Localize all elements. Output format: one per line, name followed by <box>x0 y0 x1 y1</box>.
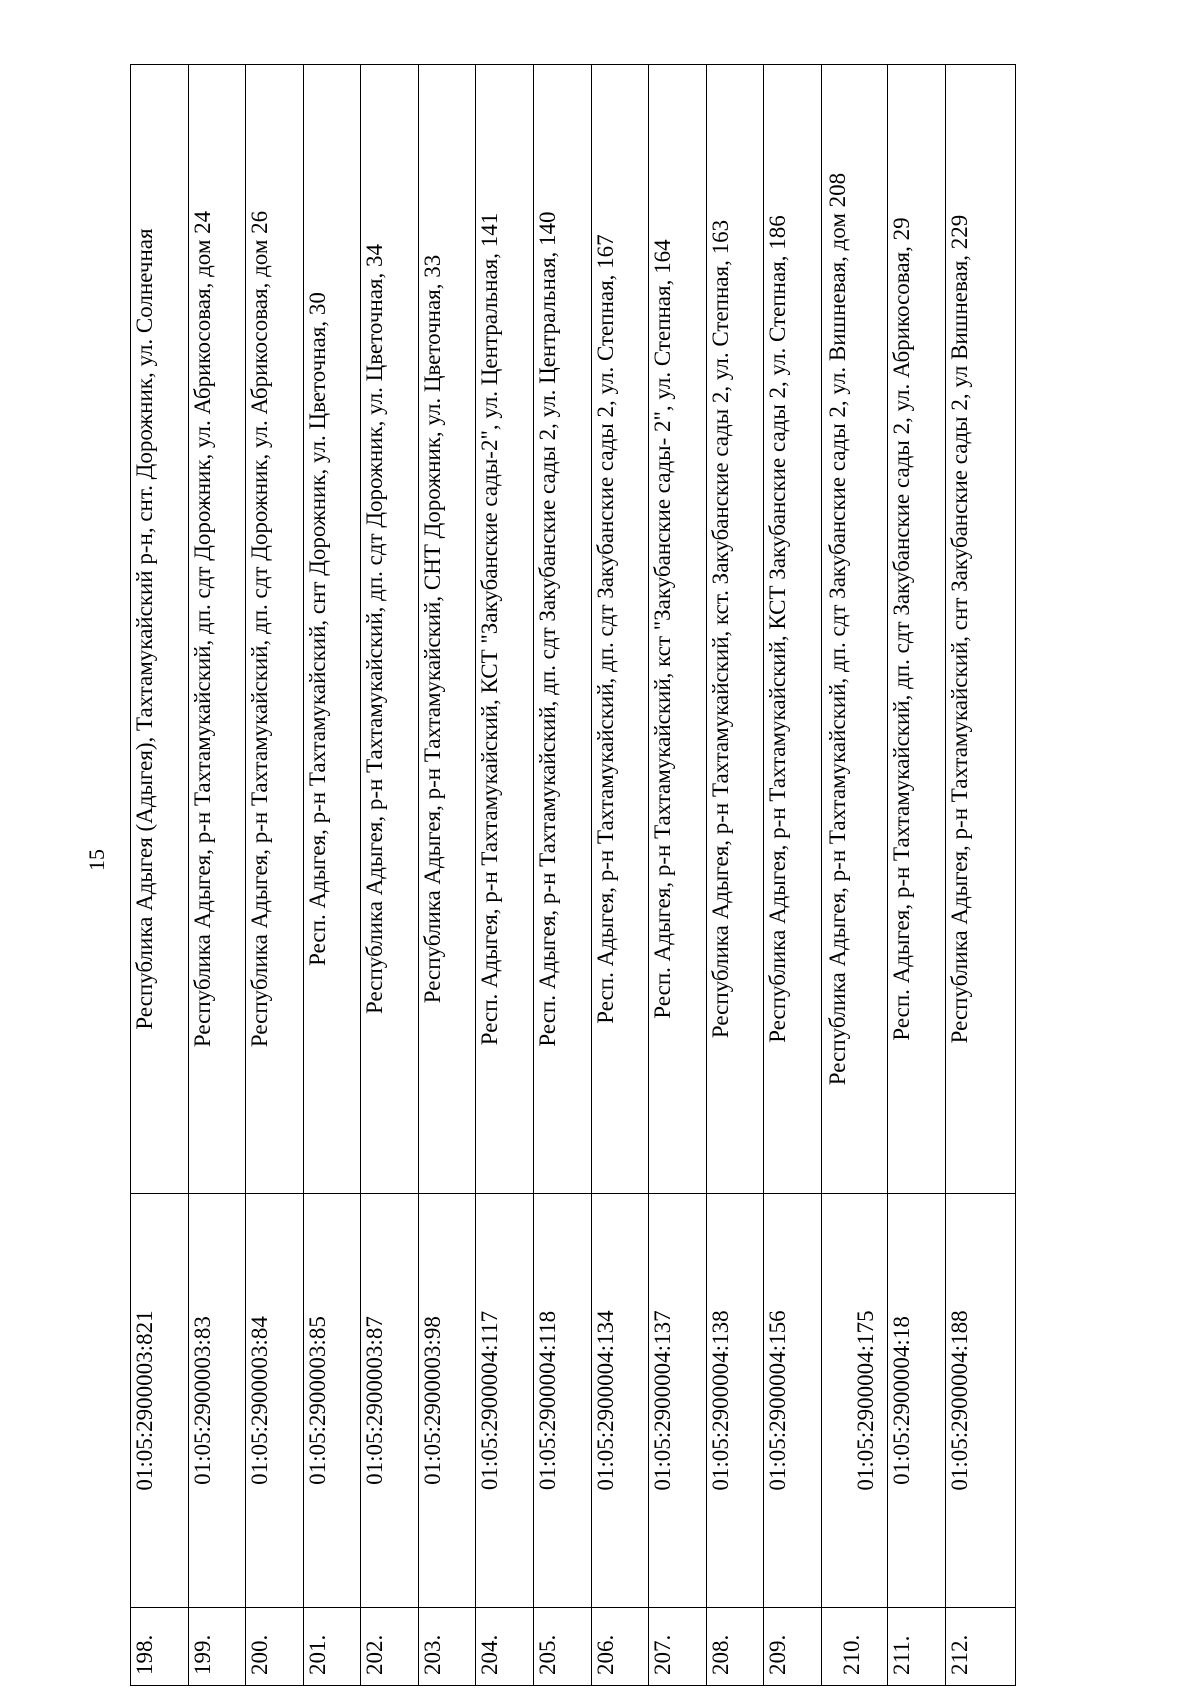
table-row <box>706 65 764 1686</box>
row-number: 204. <box>476 1608 534 1686</box>
cadastral-number: 01:05:2900004:134 <box>591 1194 649 1608</box>
address: Республика Адыгея, р-н Тахтамукайский, дп. сдт Дорожник, ул. Цветочная, 34 <box>361 65 419 1194</box>
row-number: 198. <box>131 1608 189 1686</box>
row-number: 211. <box>888 1608 946 1686</box>
table-row <box>945 65 1015 1686</box>
address: Республика Адыгея, р-н Тахтамукайский, снт Закубанские сады 2, ул Вишневая, 229 <box>945 65 1015 1194</box>
cadastral-number: 01:05:2900003:821 <box>131 1194 189 1608</box>
row-number: 210. <box>821 1608 887 1686</box>
row-number: 207. <box>649 1608 707 1686</box>
address: Республика Адыгея, р-н Тахтамукайский, дп. сдт Закубанские сады 2, ул. Вишневая, дом 208 <box>821 65 887 1194</box>
row-number: 208. <box>706 1608 764 1686</box>
address: Республика Адыгея, р-н Тахтамукайский, кст. Закубанские сады 2, ул. Степная, 163 <box>706 65 764 1194</box>
table-row <box>888 65 946 1686</box>
table-row <box>764 65 822 1686</box>
cadastral-number: 01:05:2900004:156 <box>764 1194 822 1608</box>
address: Респ. Адыгея, р-н Тахтамукайский, снт Дорожник, ул. Цветочная, 30 <box>303 65 361 1194</box>
cadastral-number: 01:05:2900004:138 <box>706 1194 764 1608</box>
row-number: 209. <box>764 1608 822 1686</box>
table-row <box>131 65 189 1686</box>
address: Республика Адыгея, р-н Тахтамукайский, дп. сдт Дорожник, ул. Абрикосовая, дом 24 <box>188 65 246 1194</box>
address: Республика Адыгея, р-н Тахтамукайский, КСТ Закубанские сады 2, ул. Степная, 186 <box>764 65 822 1194</box>
cadastral-number: 01:05:2900003:83 <box>188 1194 246 1608</box>
land-plot-table <box>130 64 1016 1686</box>
document-table-wrapper <box>130 65 1016 1686</box>
row-number: 202. <box>361 1608 419 1686</box>
table-row <box>476 65 534 1686</box>
table-row <box>188 65 246 1686</box>
address: Респ. Адыгея, р-н Тахтамукайский, дп. сдт Закубанские сады 2, ул. Абрикосовая, 29 <box>888 65 946 1194</box>
address: Респ. Адыгея, р-н Тахтамукайский, КСТ "Закубанские сады-2", ул. Центральная, 141 <box>476 65 534 1194</box>
cadastral-number: 01:05:2900003:85 <box>303 1194 361 1608</box>
cadastral-number: 01:05:2900003:98 <box>418 1194 476 1608</box>
table-row <box>821 65 887 1686</box>
cadastral-number: 01:05:2900004:188 <box>945 1194 1015 1608</box>
table-row <box>649 65 707 1686</box>
table-row <box>303 65 361 1686</box>
row-number: 212. <box>945 1608 1015 1686</box>
table-row <box>591 65 649 1686</box>
row-number: 203. <box>418 1608 476 1686</box>
address: Респ. Адыгея, р-н Тахтамукайский, дп. сдт Закубанские сады 2, ул. Степная, 167 <box>591 65 649 1194</box>
table-row <box>361 65 419 1686</box>
rotated-table-container <box>130 65 1016 1686</box>
row-number: 200. <box>246 1608 304 1686</box>
cadastral-number: 01:05:2900003:87 <box>361 1194 419 1608</box>
row-number: 206. <box>591 1608 649 1686</box>
address: Респ. Адыгея, р-н Тахтамукайский, дп. сдт Закубанские сады 2, ул. Центральная, 140 <box>534 65 592 1194</box>
page-number-text: 15 <box>84 849 109 871</box>
cadastral-number: 01:05:2900003:84 <box>246 1194 304 1608</box>
row-number: 205. <box>534 1608 592 1686</box>
cadastral-number: 01:05:2900004:118 <box>534 1194 592 1608</box>
row-number: 199. <box>188 1608 246 1686</box>
address: Республика Адыгея (Адыгея), Тахтамукайский р-н, снт. Дорожник, ул. Солнечная <box>131 65 189 1194</box>
table-row <box>418 65 476 1686</box>
row-number: 201. <box>303 1608 361 1686</box>
cadastral-number: 01:05:2900004:117 <box>476 1194 534 1608</box>
address: Респ. Адыгея, р-н Тахтамукайский, кст "Закубанские сады- 2", ул. Степная, 164 <box>649 65 707 1194</box>
cadastral-number: 01:05:2900004:18 <box>888 1194 946 1608</box>
address: Республика Адыгея, р-н Тахтамукайский, СНТ Дорожник, ул. Цветочная, 33 <box>418 65 476 1194</box>
cadastral-number: 01:05:2900004:137 <box>649 1194 707 1608</box>
cadastral-number: 01:05:2900004:175 <box>821 1194 887 1608</box>
table-row <box>534 65 592 1686</box>
table-row <box>246 65 304 1686</box>
address: Республика Адыгея, р-н Тахтамукайский, дп. сдт Дорожник, ул. Абрикосовая, дом 26 <box>246 65 304 1194</box>
